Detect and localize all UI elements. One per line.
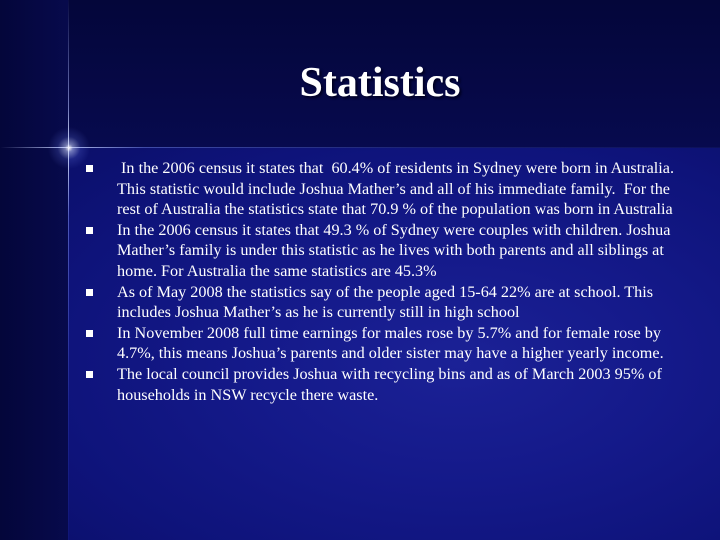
bullet-item-census-born [84, 158, 684, 220]
bullet-text: As of May 2008 the statistics say of the people aged 15-64 22% are at school. This includes Joshua Mather’s as he is currently still in high school [117, 282, 654, 322]
left-band [0, 0, 68, 540]
square-bullet-icon [86, 289, 93, 296]
bullet-item-school [84, 282, 684, 323]
bullet-text: The local council provides Joshua with recycling bins and as of March 2003 95% of households in NSW recycle there waste. [117, 364, 662, 404]
horizontal-accent-line [0, 147, 720, 148]
slide-title: Statistics [299, 60, 461, 106]
square-bullet-icon [86, 227, 93, 234]
bullet-item-census-couples [84, 220, 684, 282]
square-bullet-icon [86, 371, 93, 378]
bullet-item-recycling [84, 364, 684, 405]
bullet-item-earnings [84, 323, 684, 364]
bullet-list [84, 158, 684, 405]
square-bullet-icon [86, 165, 93, 172]
square-bullet-icon [86, 330, 93, 337]
bullet-text: In the 2006 census it states that 49.3 % of Sydney were couples with children. Joshua Mather’s family is under this statistic as he lives with both parents and all siblings at home. For Australia the same statistics are 45.3% [117, 220, 671, 280]
bullet-text: In the 2006 census it states that 60.4% of residents in Sydney were born in Australia. This statistic would include Joshua Mather’s and all of his immediate family. For the rest of Australia the statistics state that 70.9 % of the population was born in Australia [117, 159, 678, 219]
bullet-text: In November 2008 full time earnings for males rose by 5.7% and for female rose by 4.7%, this means Joshua’s parents and older sister may have a higher yearly income. [117, 323, 664, 363]
